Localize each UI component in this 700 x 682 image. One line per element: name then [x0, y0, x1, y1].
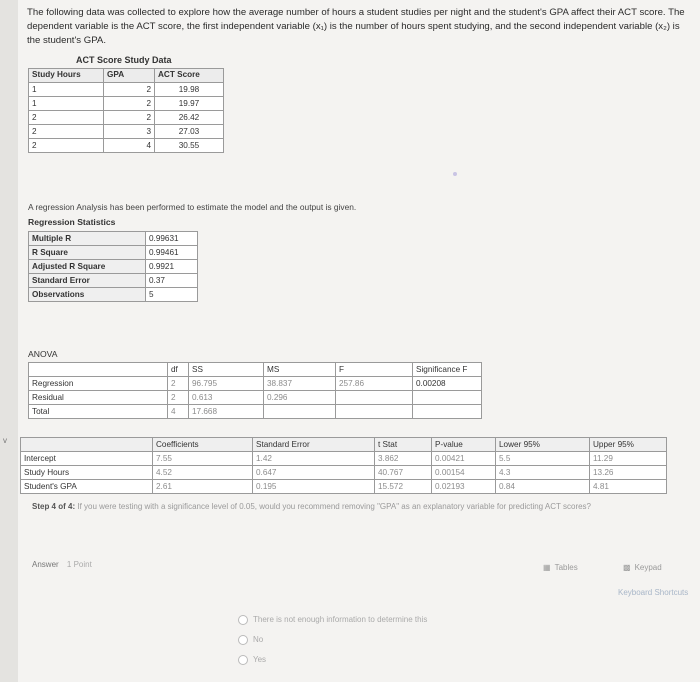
step-question [32, 501, 682, 513]
points-label: 1 Point [66, 560, 92, 569]
stat-label: Standard Error [29, 274, 146, 288]
table-cell: 0.00154 [432, 466, 496, 480]
table-cell: 96.795 [189, 377, 264, 391]
table-cell [413, 391, 482, 405]
table-row [29, 260, 198, 274]
table-row [21, 466, 667, 480]
column-header: Upper 95% [590, 438, 667, 452]
column-header: Coefficients [153, 438, 253, 452]
stat-value: 0.99461 [146, 246, 198, 260]
table-cell: 2 [29, 139, 104, 153]
table-cell: 0.00208 [413, 377, 482, 391]
table-cell: 3.862 [375, 452, 432, 466]
option-label: No [253, 635, 264, 644]
stat-label: R Square [29, 246, 146, 260]
table-row [29, 377, 482, 391]
stat-label: Adjusted R Square [29, 260, 146, 274]
table-cell: 2 [104, 83, 155, 97]
table-cell: 0.195 [253, 480, 375, 494]
table-cell: 4 [168, 405, 189, 419]
table-row [21, 480, 667, 494]
table-cell: 3 [104, 125, 155, 139]
table-cell: Study Hours [21, 466, 153, 480]
option-yes[interactable] [238, 652, 427, 667]
anova-table [28, 362, 482, 419]
table-icon: ▦ [543, 563, 551, 572]
table-cell: 19.97 [155, 97, 224, 111]
table-row [29, 246, 198, 260]
decorative-dot [453, 172, 457, 176]
stat-value: 0.99631 [146, 232, 198, 246]
option-not-enough-info[interactable] [238, 612, 427, 627]
keypad-icon: ▩ [623, 563, 631, 572]
table-cell [413, 405, 482, 419]
table-cell: 0.02193 [432, 480, 496, 494]
table-cell [336, 391, 413, 405]
keypad-label: Keypad [634, 563, 662, 572]
column-header [21, 438, 153, 452]
option-label: Yes [253, 655, 267, 664]
regression-stats-heading: Regression Statistics [28, 217, 116, 227]
table-cell: Total [29, 405, 168, 419]
table-cell: 2 [168, 391, 189, 405]
table-cell: 1.42 [253, 452, 375, 466]
table-row [29, 139, 224, 153]
table-cell: 2 [29, 111, 104, 125]
table-cell: 27.03 [155, 125, 224, 139]
table-cell: 40.767 [375, 466, 432, 480]
act-table-title: ACT Score Study Data [76, 55, 172, 65]
table-cell: 2 [29, 125, 104, 139]
table-cell: 1 [29, 97, 104, 111]
table-header-row [29, 363, 482, 377]
radio-button[interactable] [238, 655, 248, 665]
column-header: P-value [432, 438, 496, 452]
table-cell: 2.61 [153, 480, 253, 494]
table-cell: 0.613 [189, 391, 264, 405]
radio-button[interactable] [238, 635, 248, 645]
table-row [29, 405, 482, 419]
coefficients-table [20, 437, 667, 494]
column-header: Study Hours [29, 69, 104, 83]
column-header: t Stat [375, 438, 432, 452]
answer-label: Answer [32, 560, 59, 569]
table-cell: 4.52 [153, 466, 253, 480]
table-row [29, 83, 224, 97]
tables-label: Tables [554, 563, 578, 572]
table-cell: 19.98 [155, 83, 224, 97]
table-cell: 0.647 [253, 466, 375, 480]
keypad-button[interactable] [623, 563, 662, 572]
option-label: There is not enough information to determine this [253, 615, 428, 624]
stat-value: 5 [146, 288, 198, 302]
question-intro: The following data was collected to explore how the average number of hours a student studies per night and the student's GPA affect their ACT score. The dependent variable is the ACT score, the first independent variable (x₁) is the number of hours spent studying, and the second independent variable (x₂) is the student's GPA. [27, 7, 685, 46]
table-cell: 4 [104, 139, 155, 153]
column-header: df [168, 363, 189, 377]
table-cell: 4.81 [590, 480, 667, 494]
table-header-row [21, 438, 667, 452]
table-cell: 2 [168, 377, 189, 391]
option-no[interactable] [238, 632, 427, 647]
table-cell: 26.42 [155, 111, 224, 125]
table-cell: 11.29 [590, 452, 667, 466]
table-cell: 0.296 [264, 391, 336, 405]
regression-stats-table [28, 231, 198, 302]
table-cell [336, 405, 413, 419]
table-cell: 0.00421 [432, 452, 496, 466]
stat-label: Multiple R [29, 232, 146, 246]
table-row [29, 288, 198, 302]
table-header-row [29, 69, 224, 83]
table-cell: 17.668 [189, 405, 264, 419]
stat-value: 0.9921 [146, 260, 198, 274]
table-cell: 30.55 [155, 139, 224, 153]
table-cell [264, 405, 336, 419]
table-cell: 7.55 [153, 452, 253, 466]
table-row [29, 391, 482, 405]
table-row [29, 111, 224, 125]
step-text: If you were testing with a significance level of 0.05, would you recommend removing "GPA" as an explanatory variable for predicting ACT scores? [77, 502, 591, 511]
side-marker: v [3, 436, 7, 445]
keyboard-shortcuts-link[interactable]: Keyboard Shortcuts [618, 588, 689, 597]
column-header: Standard Error [253, 438, 375, 452]
table-row [29, 97, 224, 111]
table-cell: Intercept [21, 452, 153, 466]
anova-label: ANOVA [28, 349, 58, 359]
answer-header [32, 560, 92, 569]
question-page [18, 0, 700, 682]
table-cell: Student's GPA [21, 480, 153, 494]
table-cell: 13.26 [590, 466, 667, 480]
stat-label: Observations [29, 288, 146, 302]
column-header: Lower 95% [496, 438, 590, 452]
table-cell: 2 [104, 97, 155, 111]
table-cell: 0.84 [496, 480, 590, 494]
table-cell: 38.837 [264, 377, 336, 391]
act-data-table [28, 68, 224, 153]
column-header: MS [264, 363, 336, 377]
column-header [29, 363, 168, 377]
answer-options [238, 612, 427, 672]
table-cell: 257.86 [336, 377, 413, 391]
column-header: ACT Score [155, 69, 224, 83]
regression-intro: A regression Analysis has been performed to estimate the model and the output is given. [28, 202, 357, 212]
table-cell: Residual [29, 391, 168, 405]
table-row [29, 232, 198, 246]
column-header: SS [189, 363, 264, 377]
stat-value: 0.37 [146, 274, 198, 288]
table-row [29, 125, 224, 139]
table-cell: 2 [104, 111, 155, 125]
table-row [29, 274, 198, 288]
table-cell: Regression [29, 377, 168, 391]
column-header: GPA [104, 69, 155, 83]
column-header: Significance F [413, 363, 482, 377]
radio-button[interactable] [238, 615, 248, 625]
tables-button[interactable] [543, 563, 578, 572]
table-cell: 1 [29, 83, 104, 97]
table-cell: 4.3 [496, 466, 590, 480]
step-label: Step 4 of 4: [32, 502, 76, 511]
table-row [21, 452, 667, 466]
table-cell: 15.572 [375, 480, 432, 494]
table-cell: 5.5 [496, 452, 590, 466]
column-header: F [336, 363, 413, 377]
